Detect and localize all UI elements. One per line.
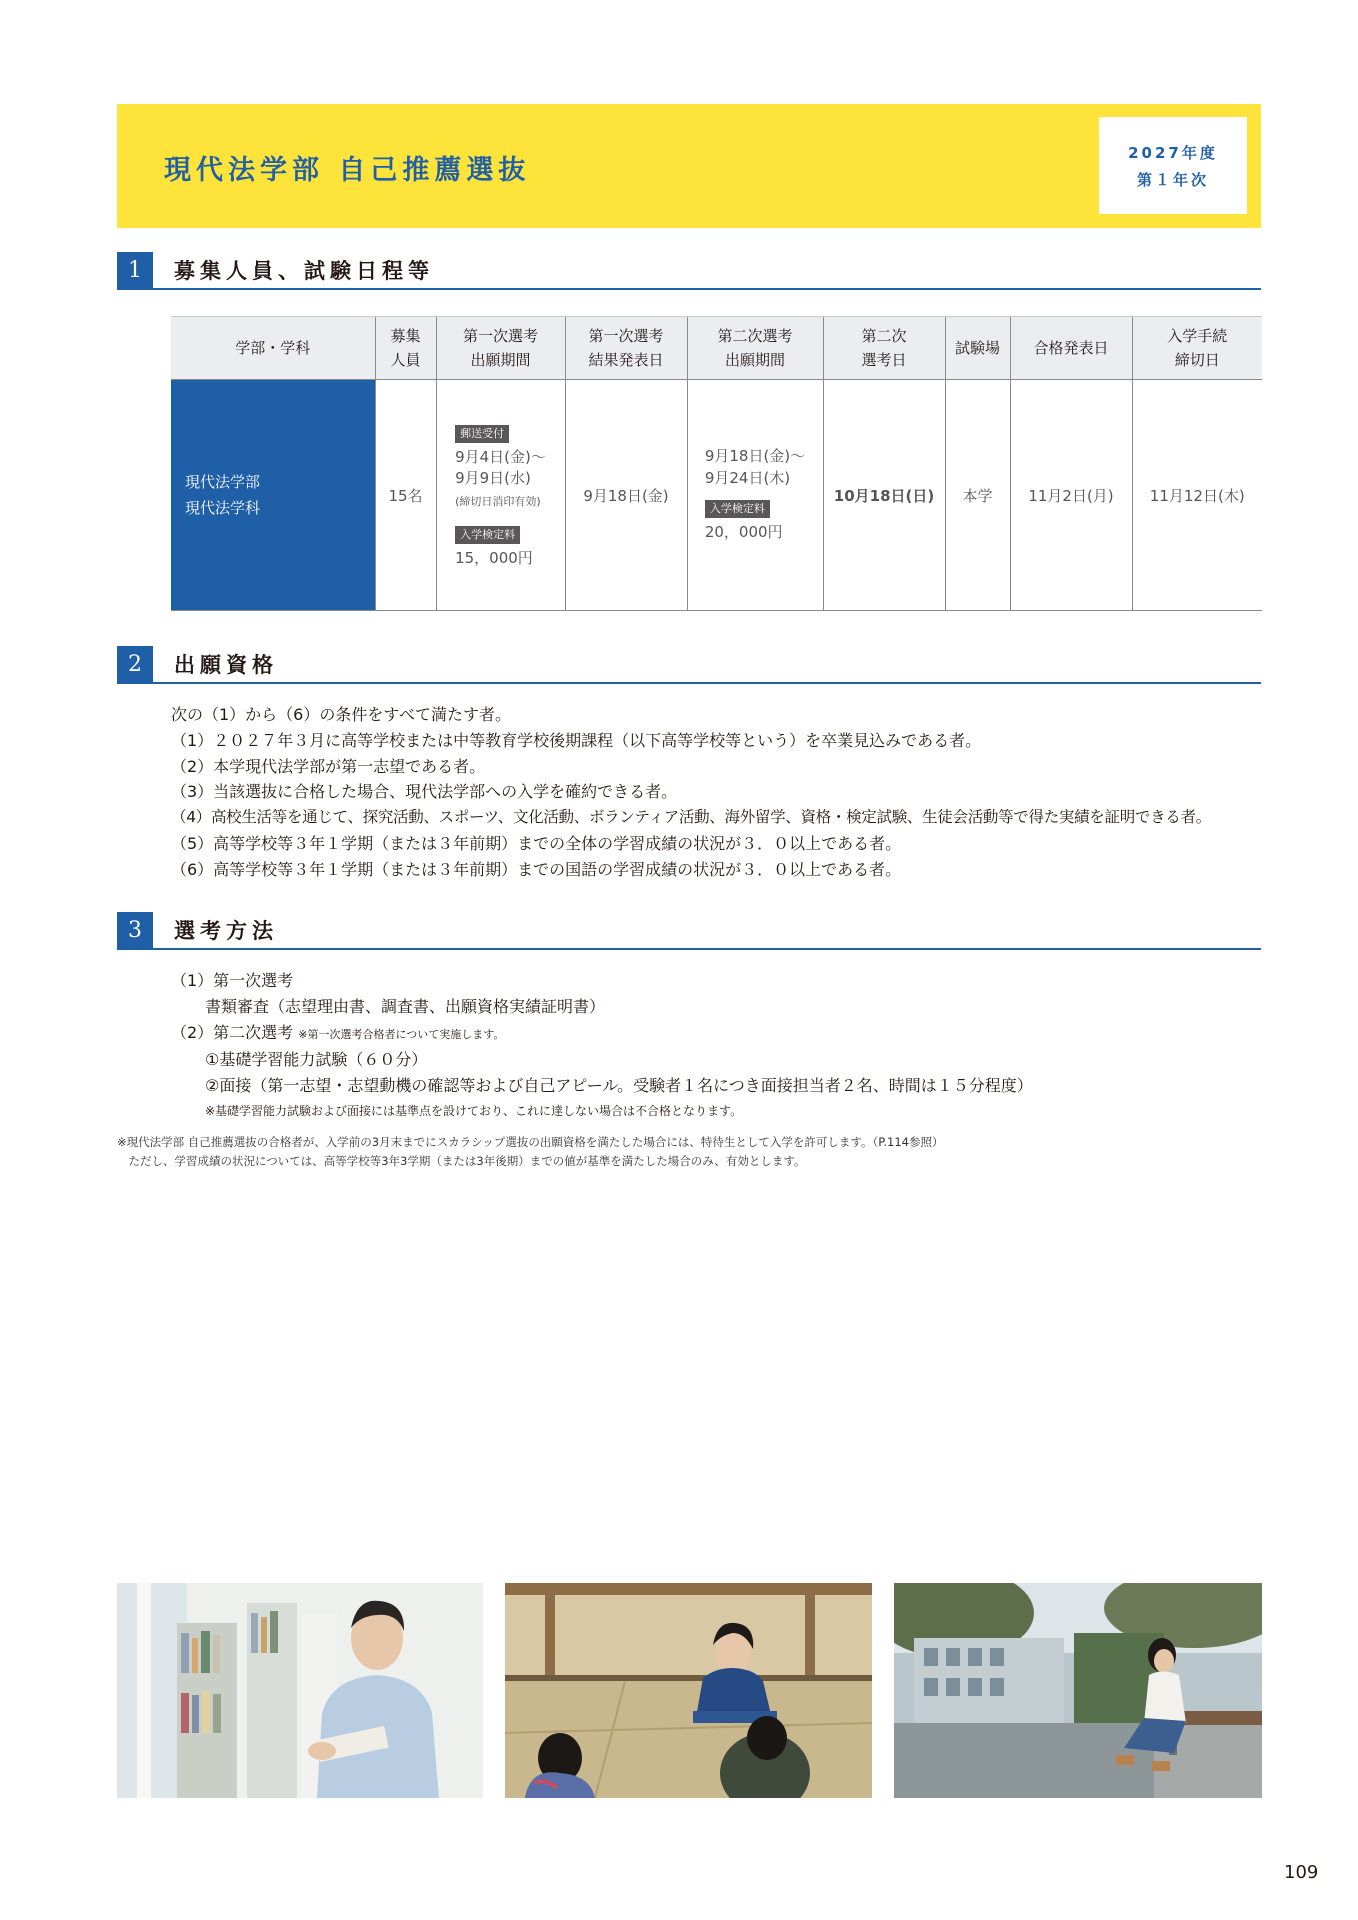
qualification-item: （4）高校生活等を通じて、探究活動、スポーツ、文化活動、ボランティア活動、海外留学、資格・検定試験、生徒会活動等で得た実績を証明できる者。 [171, 808, 1211, 827]
header-capacity: 募集 人員 [375, 317, 436, 380]
section-title: 募集人員、試験日程等 [174, 259, 434, 283]
cell-pass-date: 11月2日(月) [1010, 380, 1132, 611]
header-pass-date: 合格発表日 [1010, 317, 1132, 380]
qualifications-list [171, 702, 1211, 883]
page-title: 現代法学部 自己推薦選抜 [164, 155, 531, 186]
second-selection-note: ※第一次選考合格者について実施します。 [298, 1027, 505, 1041]
table-header-row [171, 317, 1262, 380]
fee-tag: 入学検定料 [455, 526, 520, 544]
section-number: 1 [117, 252, 153, 288]
footnote-line: ただし、学習成績の状況については、高等学校等3年3学期（または3年後期）までの値が基準を満たした場合のみ、有効とします。 [117, 1154, 806, 1168]
section-heading-2 [117, 646, 1261, 684]
table-row [171, 380, 1262, 611]
section-title: 選考方法 [174, 919, 278, 943]
qualification-item: （6）高等学校等３年１学期（または３年前期）までの国語の学習成績の状況が３．０以上である者。 [171, 859, 902, 879]
qualification-item: （1）２０２７年３月に高等学校または中等教育学校後期課程（以下高等学校等という）を卒業見込みである者。 [171, 730, 982, 750]
criteria-note: ※基礎学習能力試験および面接には基準点を設けており、これに達しない場合は不合格となります。 [205, 1103, 743, 1118]
footnote [117, 1133, 943, 1171]
second-selection [171, 1020, 1033, 1048]
header-deadline: 入学手続 締切日 [1132, 317, 1262, 380]
header-banner [117, 104, 1261, 228]
qualification-item: （5）高等学校等３年１学期（または３年前期）までの全体の学習成績の状況が３．０以上である者。 [171, 833, 902, 853]
header-dept: 学部・学科 [171, 317, 375, 380]
qualification-item: （2）本学現代法学部が第一志望である者。 [171, 756, 486, 776]
header-second-period: 第二次選考 出願期間 [687, 317, 823, 380]
cell-second-date: 10月18日(日) [823, 380, 945, 611]
section-heading-3 [117, 912, 1261, 950]
year-badge [1099, 117, 1247, 214]
header-first-result: 第一次選考 結果発表日 [565, 317, 687, 380]
schedule-table [171, 316, 1262, 611]
section-number: 3 [117, 912, 153, 948]
qualification-item: 次の（1）から（6）の条件をすべて満たす者。 [171, 705, 512, 724]
first-selection-label: （1）第一次選考 [171, 971, 294, 990]
grade-label: 第１年次 [1136, 170, 1209, 189]
second-selection-label: （2）第二次選考 [171, 1022, 294, 1042]
section-heading-1 [117, 252, 1261, 290]
cell-deadline: 11月12日(木) [1132, 380, 1262, 611]
mail-tag: 郵送受付 [455, 425, 509, 443]
student-reading-photo [117, 1583, 483, 1798]
cell-second-period: 9月18日(金)～ 9月24日(木) 入学検定料 20，000円 [687, 380, 823, 611]
cell-first-result: 9月18日(金) [565, 380, 687, 611]
campus-photo [894, 1583, 1262, 1798]
footnote-line: ※現代法学部 自己推薦選抜の合格者が、入学前の3月末までにスカラシップ選抜の出願資格を満たした場合には、特待生として入学を許可します。（P.114参照） [117, 1135, 944, 1149]
header-first-period: 第一次選考 出願期間 [436, 317, 565, 380]
header-venue: 試験場 [945, 317, 1010, 380]
cell-dept: 現代法学部 現代法学科 [171, 380, 375, 611]
cell-capacity: 15名 [375, 380, 436, 611]
section-title: 出願資格 [174, 653, 278, 677]
tatami-room-photo [505, 1583, 872, 1798]
fee-tag: 入学検定料 [705, 500, 770, 518]
year-label: 2027年度 [1128, 143, 1218, 162]
cell-first-period: 郵送受付 9月4日(金)～ 9月9日(水) (締切日消印有効) 入学検定料 15，000円 [436, 380, 565, 611]
header-second-date: 第二次 選考日 [823, 317, 945, 380]
page-number: 109 [1284, 1862, 1319, 1883]
first-selection-detail: 書類審査（志望理由書、調査書、出願資格実績証明書） [205, 996, 606, 1016]
selection-method [171, 968, 1033, 1125]
cell-venue: 本学 [945, 380, 1010, 611]
section-number: 2 [117, 646, 153, 682]
qualification-item: （3）当該選抜に合格した場合、現代法学部への入学を確約できる者。 [171, 782, 678, 802]
interview-item: ②面接（第一志望・志望動機の確認等および自己アピール。受験者１名につき面接担当者２名、時間は１５分程度） [205, 1076, 1033, 1096]
exam-item: ①基礎学習能力試験（６０分） [205, 1050, 428, 1070]
